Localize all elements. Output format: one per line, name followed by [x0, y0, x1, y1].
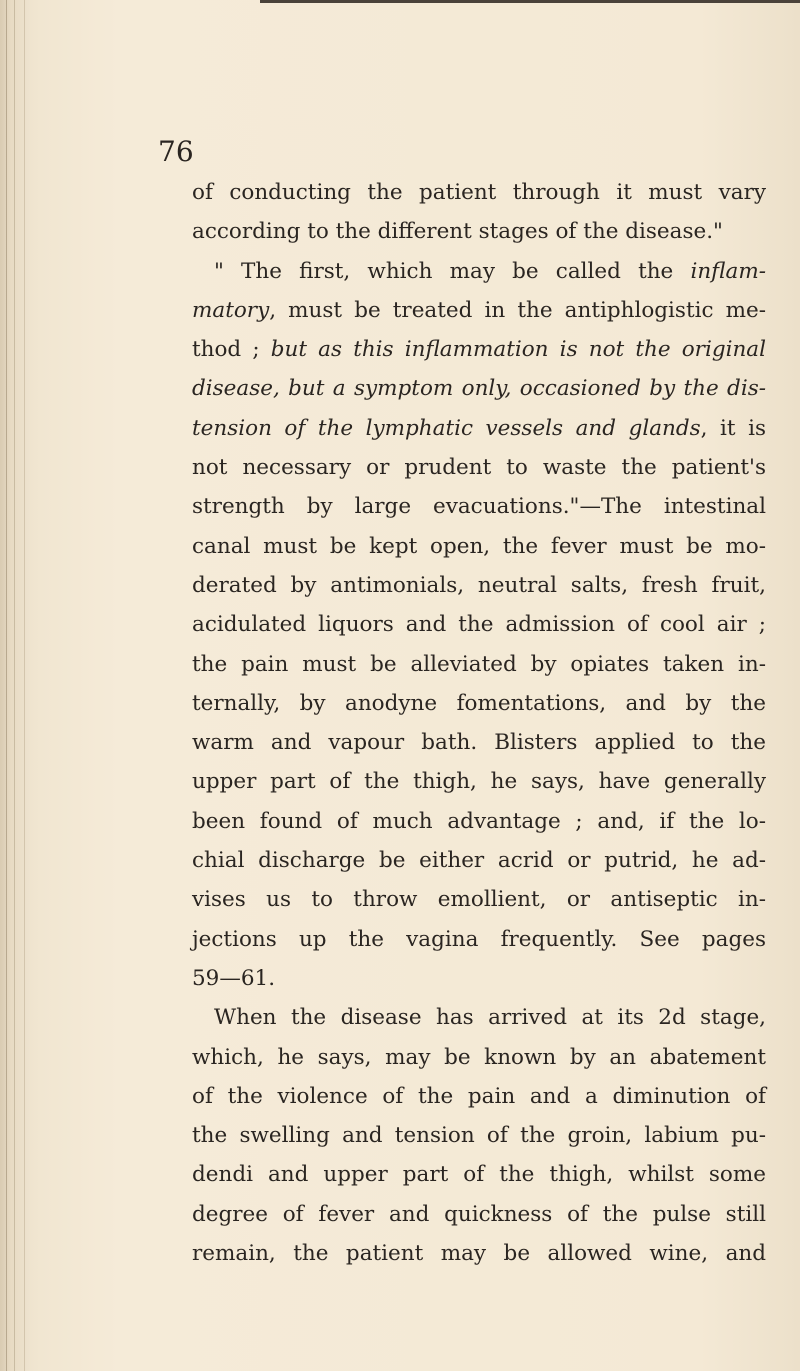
text-line: [192, 1195, 766, 1234]
text-line: [192, 369, 766, 408]
text-segment: not necessary or prudent to waste the patient's: [192, 455, 766, 481]
text-segment: of conducting the patient through it must vary: [192, 180, 766, 205]
page-binding-shadow: [0, 0, 30, 1371]
text-segment: dendi and upper part of the thigh, whilst some: [192, 1162, 766, 1188]
italic-text-segment: matory: [192, 297, 270, 323]
text-line: [192, 1116, 766, 1155]
italic-text-segment: tension of the lymphatic vessels and glands: [192, 415, 701, 441]
text-line: [192, 1234, 766, 1273]
text-line: [192, 252, 766, 291]
text-line: [192, 173, 766, 212]
text-segment: canal must be kept open, the fever must be mo-: [192, 533, 766, 559]
text-segment: the swelling and tension of the groin, labium pu-: [192, 1123, 766, 1149]
text-segment: thod ;: [192, 337, 271, 363]
text-segment: , must be treated in the antiphlogistic me-: [269, 297, 766, 323]
text-line: [192, 409, 766, 448]
text-segment: remain, the patient may be allowed wine, and: [192, 1241, 766, 1267]
text-line: [192, 212, 766, 251]
text-line: [192, 998, 766, 1037]
text-segment: upper part of the thigh, he says, have generally: [192, 769, 766, 795]
text-line: [192, 920, 766, 959]
text-segment: according to the different stages of the disease.": [192, 219, 723, 245]
text-segment: acidulated liquors and the admission of cool air ;: [192, 612, 766, 638]
text-segment: jections up the vagina frequently. See pages: [192, 926, 766, 952]
text-segment: 59—61.: [192, 965, 276, 991]
text-segment: which, he says, may be known by an abatement: [192, 1044, 766, 1070]
page-top-edge: [260, 0, 800, 3]
italic-text-segment: but as this inflammation is not the original: [270, 337, 766, 363]
text-line: [192, 448, 766, 487]
text-segment: chial discharge be either acrid or putrid, he ad-: [192, 848, 766, 874]
text-segment: warm and vapour bath. Blisters applied to the: [192, 730, 766, 756]
text-line: [192, 291, 766, 330]
text-line: [192, 802, 766, 841]
text-line: [192, 959, 766, 998]
text-line: [192, 330, 766, 369]
text-line: [192, 645, 766, 684]
text-line: [192, 487, 766, 526]
body-text: [192, 173, 766, 1273]
text-line: [192, 566, 766, 605]
text-line: [192, 880, 766, 919]
text-line: [192, 684, 766, 723]
text-line: [192, 723, 766, 762]
binding-edge-line: [6, 0, 7, 1371]
text-line: [192, 841, 766, 880]
text-line: [192, 1155, 766, 1194]
text-segment: ternally, by anodyne fomentations, and by the: [192, 690, 766, 716]
text-segment: been found of much advantage ; and, if the lo-: [192, 808, 766, 834]
text-segment: of the violence of the pain and a diminution of: [192, 1083, 766, 1109]
text-line: [192, 1038, 766, 1077]
text-segment: , it is: [700, 415, 766, 441]
text-line: [192, 1077, 766, 1116]
italic-text-segment: disease, but a symptom only, occasioned by the dis-: [192, 376, 766, 402]
italic-text-segment: inflam-: [690, 258, 766, 284]
text-segment: When the disease has arrived at its 2d stage,: [214, 1005, 766, 1031]
text-segment: " The first, which may be called the: [214, 258, 691, 284]
text-line: [192, 762, 766, 801]
page-number: 76: [158, 135, 194, 168]
text-segment: vises us to throw emollient, or antiseptic in-: [192, 887, 766, 913]
text-segment: derated by antimonials, neutral salts, fresh fruit,: [192, 572, 766, 598]
text-line: [192, 527, 766, 566]
text-segment: the pain must be alleviated by opiates taken in-: [192, 651, 766, 677]
text-segment: strength by large evacuations."—The intestinal: [192, 494, 766, 520]
text-line: [192, 605, 766, 644]
binding-edge-line: [14, 0, 15, 1371]
text-segment: degree of fever and quickness of the pulse still: [192, 1201, 766, 1227]
binding-edge-line: [24, 0, 25, 1371]
